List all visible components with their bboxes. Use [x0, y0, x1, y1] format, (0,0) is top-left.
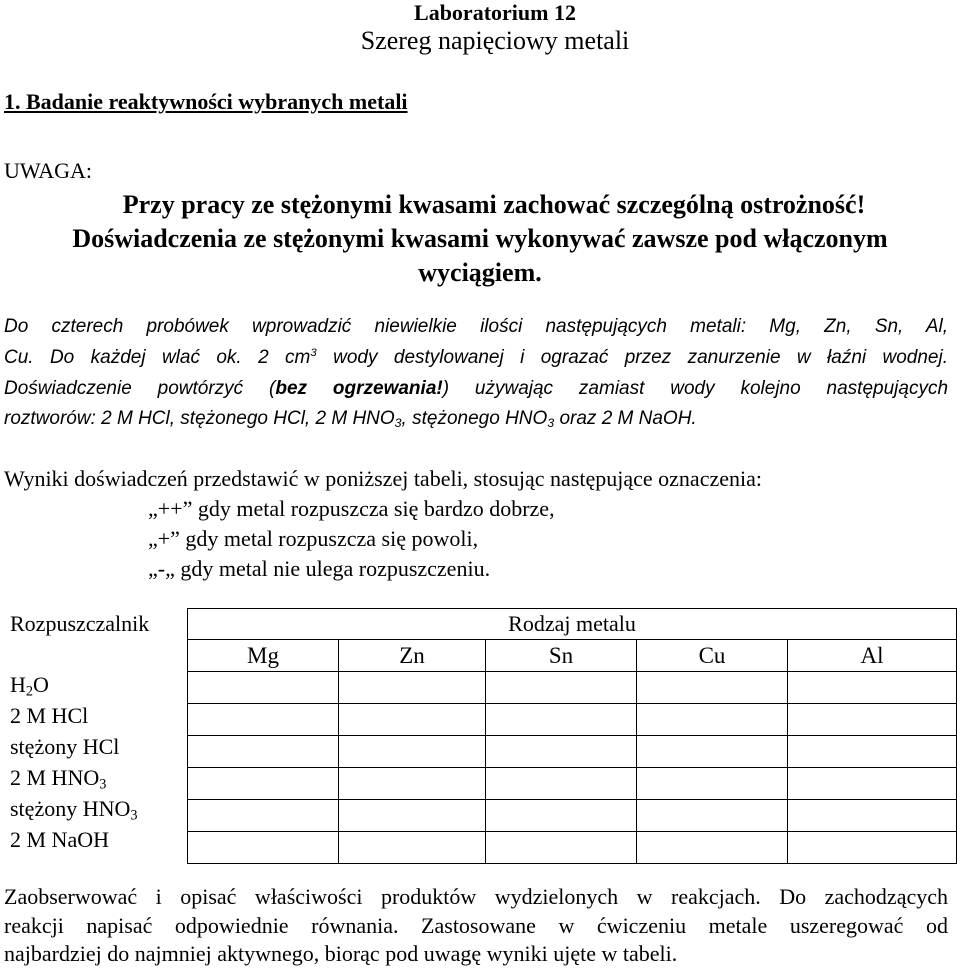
results-intro: Wyniki doświadczeń przedstawić w poniższej tabeli, stosując następujące oznaczenia: [4, 466, 762, 491]
solvent-header: Rozpuszczalnik [10, 611, 150, 636]
metal-col-mg: Mg [188, 640, 339, 672]
table-row [188, 800, 957, 832]
conclusion-line-3: najbardziej do najmniej aktywnego, biorąc pod uwagę wyniki ujęte w tabeli. [4, 941, 678, 966]
instructions-line-2: Cu. Do każdej wlać ok. 2 $cm^3$ wody destylowanej i ograzać przez zanurzenie w łaźni wodnej. [4, 347, 948, 368]
conclusion-line-1: Zaobserwować i opisać właściwości produktów wydzielonych w reakcjach. Do zachodzących [4, 884, 948, 909]
metal-col-al: Al [788, 640, 957, 672]
instructions-line-4: roztworów: 2 M HCl, stężonego HCl, 2 M $HNO_3$, stężonego $HNO_3$ oraz 2 M NaOH. [4, 408, 697, 431]
warning-line-2: Doświadczenia ze stężonymi kwasami wykonywać zawsze pod włączonym [72, 224, 888, 253]
metal-col-zn: Zn [339, 640, 486, 672]
legend-plus: „+” gdy metal rozpuszcza się powoli, [148, 526, 479, 551]
page-title: Szereg napięciowy metali [360, 26, 630, 55]
lab-number: Laboratorium 12 [414, 0, 576, 25]
metal-col-cu: Cu [637, 640, 788, 672]
legend-double-plus: „++” gdy metal rozpuszcza się bardzo dobrze, [148, 496, 555, 521]
metal-col-sn: Sn [486, 640, 637, 672]
solvent-naoh: 2 M NaOH [10, 827, 109, 852]
legend-minus: „-„ gdy metal nie ulega rozpuszczeniu. [148, 556, 491, 581]
solvent-conc-hno3: stężony $HNO_3$ [10, 796, 138, 824]
table-row [188, 832, 957, 864]
table-row [188, 672, 957, 704]
solvent-hno3: 2 M $HNO_3$ [10, 765, 107, 793]
no-heating-note: bez ogrzewania! [275, 378, 443, 399]
metal-header: Rodzaj metalu [508, 611, 636, 636]
table-row [188, 736, 957, 768]
instructions-line-3: Doświadczenie powtórzyć (bez ogrzewania!) używając zamiast wody kolejno następujących [4, 378, 949, 399]
section-heading: 1. Badanie reaktywności wybranych metali [4, 89, 408, 114]
instructions-line-1: Do czterech probówek wprowadzić niewielkie ilości następujących metali: Mg, Zn, Sn, Al, [4, 316, 948, 337]
warning-line-3: wyciągiem. [418, 258, 542, 287]
results-table [187, 608, 957, 864]
solvent-conc-hcl: stężony HCl [10, 734, 120, 759]
solvent-h2o: $H_2O$ [10, 672, 49, 700]
table-row [188, 704, 957, 736]
conclusion-line-2: reakcji napisać odpowiednie równania. Zastosowane w ćwiczeniu metale uszeregować od [4, 913, 948, 938]
solvent-hcl: 2 M HCl [10, 703, 89, 728]
table-row [188, 768, 957, 800]
warning-label: UWAGA: [4, 158, 92, 183]
warning-line-1: Przy pracy ze stężonymi kwasami zachować szczególną ostrożność! [122, 190, 866, 219]
